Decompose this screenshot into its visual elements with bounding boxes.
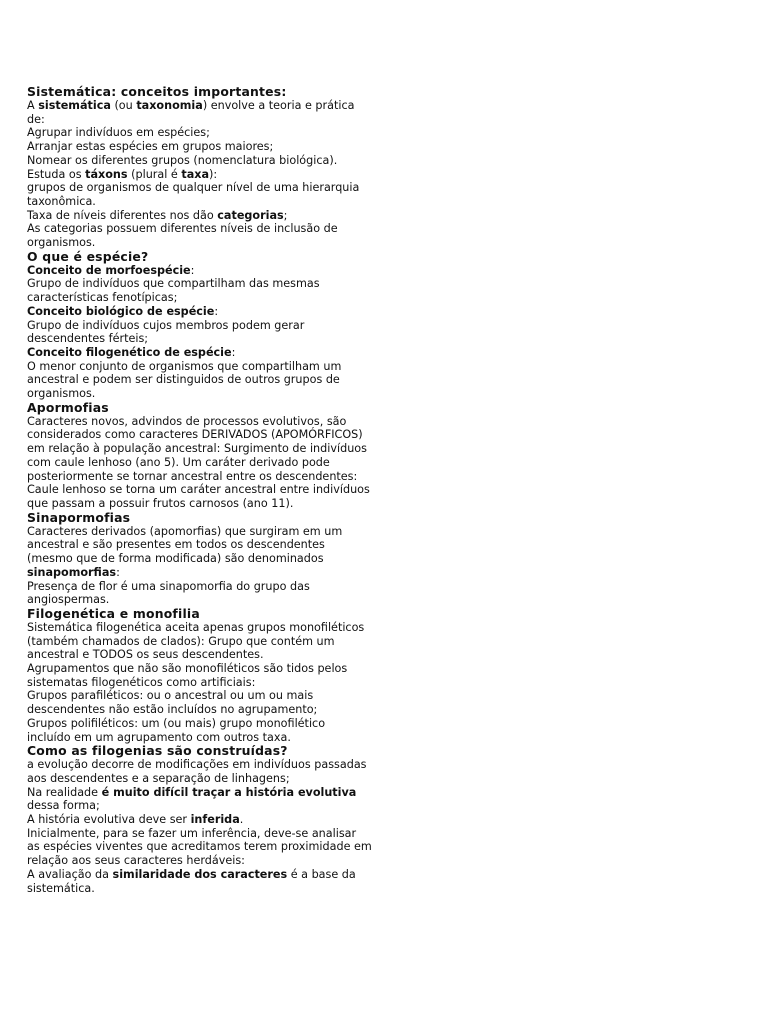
text-run: Taxa de níveis diferentes nos dão [27, 208, 218, 222]
section-heading: Sistemática: conceitos importantes: [27, 84, 287, 99]
paragraph: Inicialmente, para se fazer um inferência, deve-se analisar as espécies viventes que acreditamos terem proximidade em relação aos seus caracteres herdáveis: [27, 826, 372, 868]
text-run: (plural é [127, 167, 182, 181]
text-run: A [27, 99, 39, 112]
paragraph: Grupo de indivíduos que compartilham das mesmas características fenotípicas; [27, 277, 320, 305]
paragraph [27, 868, 372, 895]
text-run: (ou [110, 99, 137, 112]
bold-term: Conceito de morfoespécie [27, 263, 191, 277]
text-run: Estuda os [27, 167, 86, 181]
text-run: : [214, 304, 219, 318]
text-run: : [190, 263, 195, 277]
text-run: ): [209, 167, 218, 181]
paragraph [27, 813, 372, 827]
paragraph: Agrupamentos que não são monofiléticos são tidos pelos sistematas filogenéticos como artificiais: [27, 662, 348, 689]
paragraph [27, 99, 372, 126]
paragraph: a evolução decorre de modificações em indivíduos passadas aos descendentes e a separação de linhagens; [27, 758, 367, 785]
text-run: : [231, 345, 236, 359]
text-run: . [239, 813, 244, 827]
section-heading: Apormofias [27, 399, 109, 415]
paragraph: Agrupar indivíduos em espécies; [27, 126, 210, 140]
bold-term: taxa [181, 167, 210, 181]
text-run: ) envolve a teoria e prática de: [27, 99, 355, 126]
paragraph [27, 264, 372, 278]
bold-term: taxonomia [136, 99, 203, 112]
paragraph: Grupos parafiléticos: ou o ancestral ou um ou mais descendentes não estão incluídos no agrupamento; [27, 689, 318, 717]
paragraph: Nomear os diferentes grupos (nomenclatura biológica). [27, 153, 338, 167]
section-heading: Como as filogenias são construídas? [27, 743, 288, 759]
text-run: ; [283, 208, 288, 222]
bold-term: inferida [190, 813, 240, 827]
paragraph [27, 168, 372, 182]
paragraph: As categorias possuem diferentes níveis de inclusão de organismos. [27, 222, 338, 250]
text-run: A história evolutiva deve ser [27, 813, 191, 827]
paragraph: Grupos polifiléticos: um (ou mais) grupo monofilético incluído em um agrupamento com outros taxa. [27, 716, 326, 744]
section-heading: Filogenética e monofilia [27, 605, 200, 621]
text-run: é a base da sistemática. [27, 867, 356, 895]
bold-term: sistemática [38, 99, 111, 112]
paragraph: O menor conjunto de organismos que compartilham um ancestral e podem ser distinguidos de outros grupos de organismos. [27, 359, 342, 401]
paragraph: grupos de organismos de qualquer nível de uma hierarquia taxonômica. [27, 181, 360, 208]
paragraph: Caracteres novos, advindos de processos evolutivos, são considerados como caracteres DERIVADOS (APOMÓRFICOS) em relação à população ancestral: Surgimento de indivíduos com caule lenhoso (ano 5). Um caráter derivado pode posteriormente se tornar ancestral entre os descendentes: Caule lenhoso se torna um caráter ancestral entre indivíduos que passam a possuir frutos carnosos (ano 11). [27, 414, 370, 510]
paragraph [27, 786, 372, 813]
text-run: A avaliação da [27, 867, 113, 881]
bold-term: Conceito filogenético de espécie [27, 345, 232, 359]
paragraph [27, 346, 372, 360]
paragraph: Arranjar estas espécies em grupos maiores; [27, 140, 274, 154]
paragraph: Presença de flor é uma sinapomorfia do grupo das angiospermas. [27, 579, 310, 607]
paragraph [27, 305, 372, 319]
bold-term: similaridade dos caracteres [112, 867, 288, 881]
paragraph: Grupo de indivíduos cujos membros podem gerar descendentes férteis; [27, 318, 305, 346]
paragraph [27, 525, 372, 580]
paragraph: Sistemática filogenética aceita apenas grupos monofiléticos (também chamados de clados): Grupo que contém um ancestral e TODOS os seus descendentes. [27, 620, 365, 662]
paragraph [27, 209, 372, 223]
document-body [27, 85, 372, 895]
bold-term: categorias [217, 208, 284, 222]
bold-term: sinapomorfias [27, 565, 117, 579]
text-run: Caracteres derivados (apomorfias) que surgiram em um ancestral e são presentes em todos os descendentes (mesmo que de forma modificada) são denominados [27, 524, 343, 566]
bold-term: táxons [85, 167, 128, 181]
text-run: Na realidade [27, 785, 102, 799]
text-run: dessa forma; [27, 799, 100, 813]
bold-term: é muito difícil traçar a história evolutiva [101, 785, 357, 799]
section-heading: Sinapormofias [27, 509, 131, 525]
section-heading: O que é espécie? [27, 248, 149, 264]
bold-term: Conceito biológico de espécie [27, 304, 215, 318]
text-run: : [116, 565, 120, 579]
